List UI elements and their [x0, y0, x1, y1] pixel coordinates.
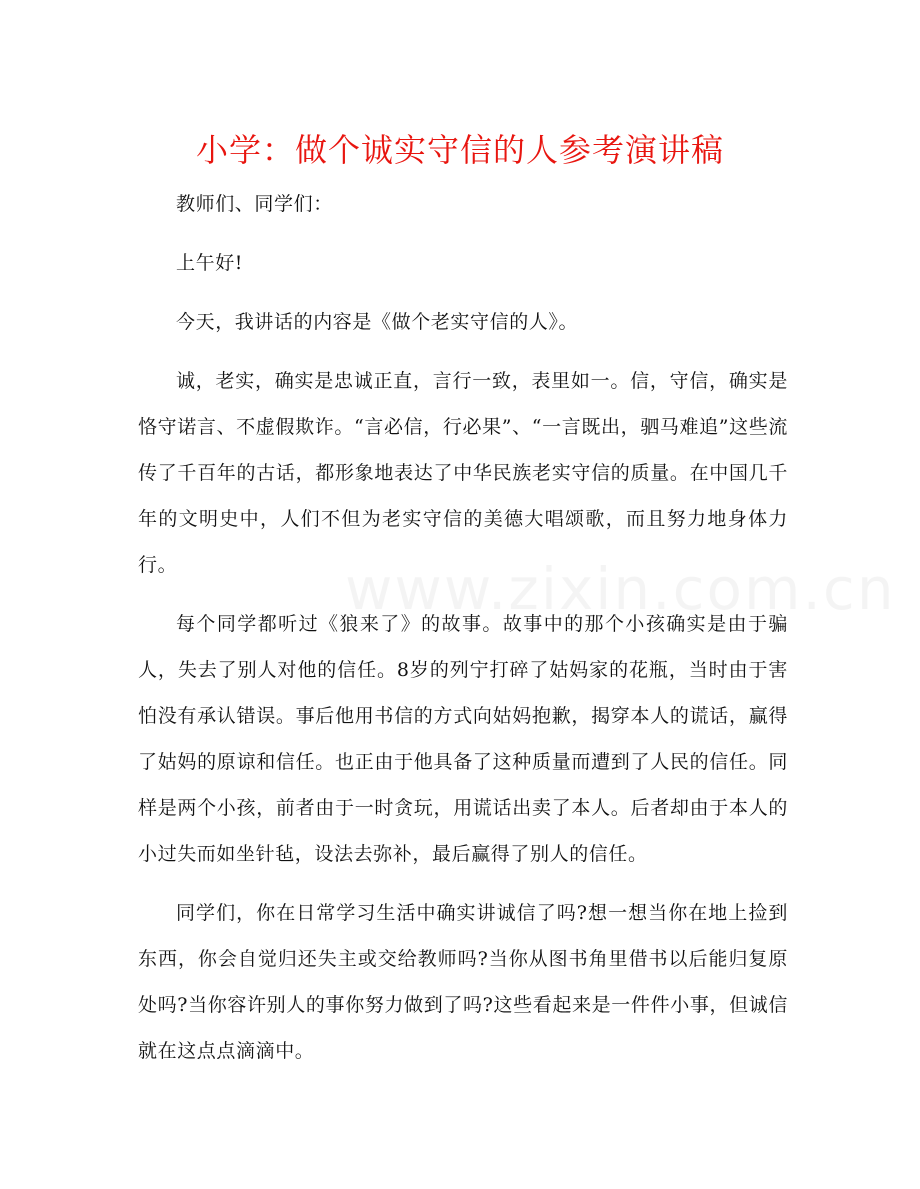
document-title: 小学：做个诚实守信的人参考演讲稿	[195, 131, 724, 169]
body-paragraph: 同学们，你在日常学习生活中确实讲诚信了吗?想一想当你在地上捡到东西，你会自觉归还失主或交给教师吗?当你从图书角里借书以后能归复原处吗?当你容许别人的事你努力做到了吗?这些看起来是一件件小事，但诚信就在这点点滴滴中。	[138, 902, 788, 1062]
body-paragraph: 诚，老实，确实是忠诚正直，言行一致，表里如一。信，守信，确实是恪守诺言、不虚假欺诈。“言必信，行必果”、“一言既出，驷马难追”这些流传了千百年的古话，都形象地表达了中华民族老实守信的质量。在中国几千年的文明史中，人们不但为老实守信的美德大唱颂歌，而且努力地身体力行。	[138, 370, 788, 576]
greeting-paragraph: 上午好!	[176, 252, 244, 274]
document-body	[138, 181, 788, 1087]
body-paragraph: 每个同学都听过《狼来了》的故事。故事中的那个小孩确实是由于骗人，失去了别人对他的信任。8岁的列宁打碎了姑妈家的花瓶，当时由于害怕没有承认错误。事后他用书信的方式向姑妈抱歉，揭穿本人的谎话，赢得了姑妈的原谅和信任。也正由于他具备了这种质量而遭到了人民的信任。同样是两个小孩，前者由于一时贪玩，用谎话出卖了本人。后者却由于本人的小过失而如坐针毡，设法去弥补，最后赢得了别人的信任。	[138, 613, 788, 865]
topic-paragraph: 今天，我讲话的内容是《做个老实守信的人》。	[176, 311, 579, 333]
salutation-paragraph: 教师们、同学们：	[176, 193, 333, 215]
